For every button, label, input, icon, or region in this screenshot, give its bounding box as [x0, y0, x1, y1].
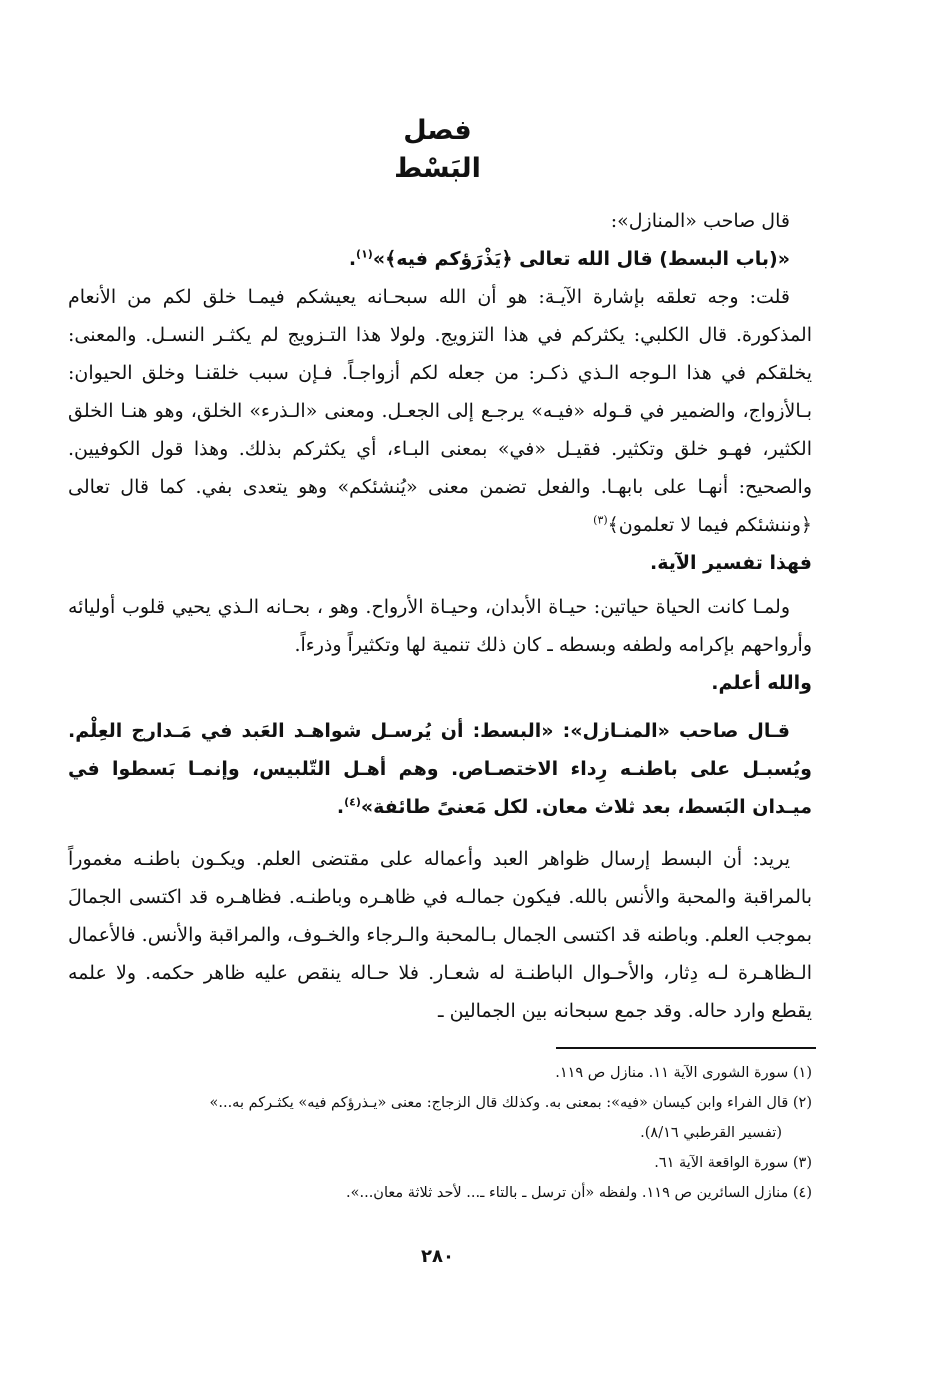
footnote-2: (٢) قال الفراء وابن كيسان «فيه»: بمعنى به. وكذلك قال الزجاج: معنى «يـذرؤكم فيه» يكثـركم به...» — [209, 1095, 812, 1111]
definition-block — [68, 712, 812, 826]
footnote-ref-4: (٤) — [344, 795, 361, 809]
opening-block — [68, 202, 812, 582]
paragraph-chapter-heading: «(باب البسط) قال الله تعالى ﴿يَذْرَؤكم فيه﴾»$^{(١)}$. — [348, 247, 790, 270]
footnotes — [60, 1058, 812, 1208]
footnote-ref-3: (٣) — [593, 513, 608, 527]
paragraph-allah-knows: والله أعلم. — [711, 672, 812, 694]
paragraph-intro: قال صاحب «المنازل»: — [610, 210, 790, 232]
section-title: البَسْط — [394, 153, 481, 184]
footnote-3: (٣) سورة الواقعة الآية ٦١. — [654, 1155, 812, 1171]
footnote-2-continued: (تفسير القرطبي ٨/١٦). — [640, 1125, 782, 1141]
page-number: ٢٨٠ — [421, 1246, 454, 1267]
footnote-ref-1: (١) — [356, 247, 373, 261]
footnote-divider — [556, 1047, 816, 1049]
section-label: فصل — [403, 115, 472, 146]
paragraph-commentary: قلت: وجه تعلقه بإشارة الآيـة: هو أن الله سبحـانه يعيشكم فيمـا خلق لكم من الأنعام المذكورة. قال الكلبي: يكثركم في هذا التزويج. ولولا هذا التـزويج لم يكثـر النسـل. والمعنى: يخلقكم في هذا الـوجه الـذي ذكـر: من جعله لكم أزواجـاً. فـإن سبب خلقنـا وخلق الحيوان: بـالأزواج، والضمير في قـوله «فيـه» يرجـع إلى الجعـل. ومعنى «الـذرء» الخلق، وهو هنـا الخلق الكثير، فهـو خلق وتكثير. فقيـل «في» بمعنى البـاء، أي يكثركم بذلك. وهذا قول الكوفيين. والصحيح: أنهـا على بابهـا. والفعل تضمن معنى «يُنشئكم» وهو يتعدى بفي. كما قال تعالى ﴿وننشئكم فيما لا تعلمون﴾$^{(٣)}$ — [68, 286, 812, 536]
footnote-4: (٤) منازل السائرين ص ١١٩. ولفظه «أن ترسل ـ بالتاء ـ... لأحد ثلاثة معان...». — [346, 1185, 812, 1201]
paragraph-life: ولمـا كانت الحياة حياتين: حيـاة الأبدان، وحيـاة الأرواح. وهو ، بحـانه الـذي يحيي قلوب أوليائه وأرواحهم بإكرامه ولطفه وبسطه ـ كان ذلك تنمية لها وتكثيراً وذرءاً. — [68, 596, 812, 656]
explanation-block — [68, 840, 812, 1030]
paragraph-conclusion: فهذا تفسير الآية. — [650, 552, 812, 574]
footnote-1: (١) سورة الشورى الآية ١١. منازل ص ١١٩. — [555, 1065, 812, 1081]
life-block — [68, 588, 812, 702]
paragraph-definition: قـال صاحب «المنـازل»: «البسط: أن يُرسـل شواهـد العَبد في مَـدارج العِلْم. ويُسبـل على باطنـه رِداء الاختصـاص. وهم أهـل التّلبيس، وإنمـا بَسطوا في ميـدان البَسط، بعد ثلاث معان. لكل مَعنىً طائفة»$^{(٤)}$. — [68, 720, 812, 818]
paragraph-explanation: يريد: أن البسط إرسال ظواهر العبد وأعماله على مقتضى العلم. ويكـون باطنـه مغموراً بالمراقبة والمحبة والأنس بالله. فيكون جمالـه في ظاهـره وباطنـه. فظاهـره قد اكتسى الجمالَ بموجب العلم. وباطنه قد اكتسى الجمال بـالمحبة والـرجاء والخـوف، والمراقبة والأنس. فالأعمال الـظاهـرة لـه دِثار، والأحـوال الباطنـة له شعـار. فلا حـاله ينقص عليه ظاهر حكمه. ولا علمه يقطع وارد حاله. وقد جمع سبحانه بين الجمالين ـ — [68, 848, 812, 1022]
